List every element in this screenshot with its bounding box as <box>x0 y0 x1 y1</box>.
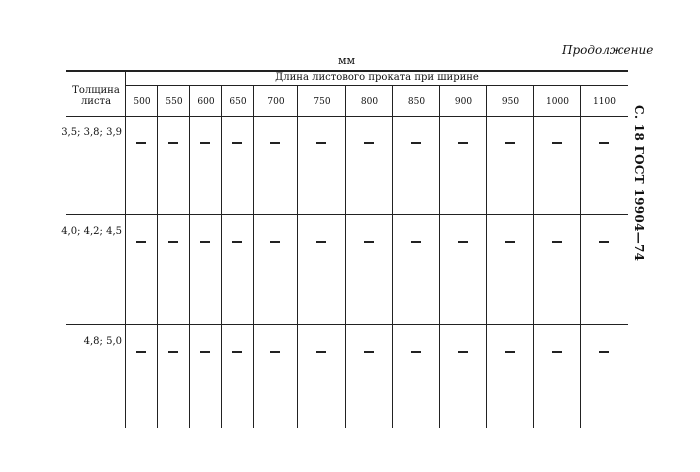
empty-cell-dash <box>270 351 280 353</box>
empty-cell-dash <box>200 351 210 353</box>
column-divider <box>125 70 126 428</box>
empty-cell-dash <box>168 142 178 144</box>
empty-cell-dash <box>552 142 562 144</box>
empty-cell-dash <box>200 142 210 144</box>
empty-cell-dash <box>270 142 280 144</box>
empty-cell-dash <box>599 241 609 243</box>
empty-cell-dash <box>505 142 515 144</box>
unit-label: мм <box>338 54 356 67</box>
column-divider <box>253 85 254 428</box>
empty-cell-dash <box>458 142 468 144</box>
column-divider <box>580 85 581 428</box>
column-label: 600 <box>197 97 215 107</box>
empty-cell-dash <box>599 351 609 353</box>
empty-cell-dash <box>411 241 421 243</box>
empty-cell-dash <box>316 241 326 243</box>
column-divider <box>345 85 346 428</box>
column-label: 550 <box>165 97 183 107</box>
row-divider <box>66 324 628 325</box>
empty-cell-dash <box>232 351 242 353</box>
empty-cell-dash <box>411 351 421 353</box>
column-label: 1100 <box>593 97 616 107</box>
header-bottom-rule <box>66 116 628 117</box>
empty-cell-dash <box>364 241 374 243</box>
column-divider <box>189 85 190 428</box>
column-label: 900 <box>454 97 473 107</box>
empty-cell-dash <box>270 241 280 243</box>
empty-cell-dash <box>458 241 468 243</box>
empty-cell-dash <box>232 241 242 243</box>
empty-cell-dash <box>168 351 178 353</box>
column-label: 700 <box>267 97 285 107</box>
length-header: Длина листового проката при ширине <box>275 72 479 83</box>
column-divider <box>221 85 222 428</box>
empty-cell-dash <box>364 142 374 144</box>
thickness-header: Толщина листа <box>72 85 120 107</box>
empty-cell-dash <box>168 241 178 243</box>
empty-cell-dash <box>458 351 468 353</box>
empty-cell-dash <box>136 241 146 243</box>
column-label: 650 <box>229 97 247 107</box>
continuation-label: Продолжение <box>562 43 654 57</box>
column-divider <box>297 85 298 428</box>
column-label: 1000 <box>546 97 569 107</box>
row-thickness-label: 4,8; 5,0 <box>83 336 122 347</box>
empty-cell-dash <box>505 351 515 353</box>
column-divider <box>486 85 487 428</box>
empty-cell-dash <box>136 142 146 144</box>
empty-cell-dash <box>411 142 421 144</box>
empty-cell-dash <box>505 241 515 243</box>
column-divider <box>439 85 440 428</box>
empty-cell-dash <box>316 142 326 144</box>
empty-cell-dash <box>552 241 562 243</box>
row-thickness-label: 4,0; 4,2; 4,5 <box>61 226 122 237</box>
row-divider <box>66 214 628 215</box>
empty-cell-dash <box>136 351 146 353</box>
column-divider <box>157 85 158 428</box>
column-divider <box>533 85 534 428</box>
page-reference-text: С. 18 ГОСТ 19904—74 <box>632 105 646 262</box>
column-label: 500 <box>133 97 151 107</box>
empty-cell-dash <box>364 351 374 353</box>
empty-cell-dash <box>316 351 326 353</box>
column-label: 750 <box>313 97 331 107</box>
empty-cell-dash <box>599 142 609 144</box>
row-thickness-label: 3,5; 3,8; 3,9 <box>61 127 122 138</box>
column-divider <box>392 85 393 428</box>
column-label: 950 <box>501 97 520 107</box>
empty-cell-dash <box>200 241 210 243</box>
column-label: 850 <box>407 97 426 107</box>
column-label: 800 <box>360 97 379 107</box>
header-subrule <box>126 85 628 86</box>
empty-cell-dash <box>232 142 242 144</box>
empty-cell-dash <box>552 351 562 353</box>
